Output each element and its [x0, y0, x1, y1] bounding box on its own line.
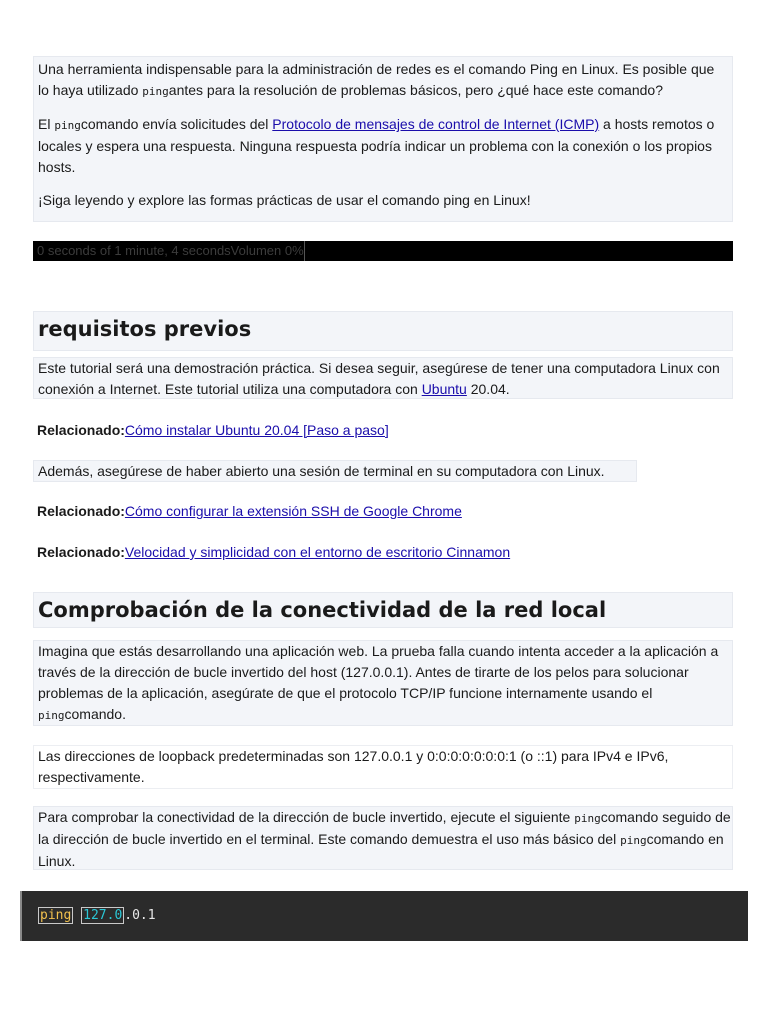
terminal-code-block[interactable]	[20, 891, 748, 941]
prereq-heading: requisitos previos	[33, 311, 733, 351]
related-link-install-ubuntu[interactable]: Cómo instalar Ubuntu 20.04 [Paso a paso]	[124, 422, 389, 438]
icmp-link[interactable]: Protocolo de mensajes de control de Internet (ICMP)	[272, 116, 600, 132]
intro-paragraph-3: ¡Siga leyendo y explore las formas prácticas de usar el comando ping en Linux!	[38, 192, 531, 208]
video-player-bar[interactable]	[33, 241, 733, 261]
prereq-paragraph-2: Además, asegúrese de haber abierto una sesión de terminal en su computadora con Linux.	[33, 460, 637, 482]
command-argument-rest: .0.1	[124, 908, 156, 923]
local-text: comando en Linux.	[38, 831, 724, 869]
code-space	[73, 908, 81, 923]
local-paragraph-2: Las direcciones de loopback predeterminadas son 127.0.0.1 y 0:0:0:0:0:0:0:1 (o ::1) para IPv4 e IPv6, respectivamente.	[33, 745, 733, 789]
local-network-heading: Comprobación de la conectividad de la red local	[33, 592, 733, 628]
intro-text: a hosts remotos o locales y espera una respuesta. Ninguna respuesta podría indicar un problema con la conexión o los propios hosts.	[38, 116, 715, 175]
inline-code-ping: ping	[574, 812, 601, 825]
command-keyword: ping	[40, 908, 72, 923]
intro-paragraph-1	[34, 59, 732, 102]
prereq-text: 20.04.	[466, 381, 510, 397]
related-item-3	[33, 542, 733, 564]
related-label: Relacionado:	[37, 503, 125, 519]
related-label: Relacionado:	[37, 544, 125, 560]
local-text: comando.	[64, 706, 126, 722]
intro-text: comando envía solicitudes del	[80, 116, 273, 132]
ubuntu-link[interactable]: Ubuntu	[421, 381, 467, 397]
intro-text: El	[38, 116, 55, 132]
related-label: Relacionado:	[37, 422, 125, 438]
related-link-cinnamon[interactable]: Velocidad y simplicidad con el entorno de escritorio Cinnamon	[124, 544, 511, 560]
intro-text: Una herramienta indispensable para la administración de redes es el comando Ping en Linux. Es posible que lo haya utilizado	[38, 61, 715, 98]
intro-text-tail: antes para la resolución de problemas básicos, pero ¿qué hace este comando?	[168, 82, 663, 98]
video-status-text: 0 seconds of 1 minute, 4 secondsVolumen 0%	[33, 241, 305, 261]
local-text: comando seguido de la dirección de bucle invertido en el terminal. Este comando demuestra el uso más básico del	[38, 809, 731, 847]
command-argument-highlight: 127.0	[83, 908, 123, 923]
intro-section	[33, 56, 733, 222]
related-item-2	[33, 501, 733, 523]
local-text: Para comprobar la conectividad de la dirección de bucle invertido, ejecute el siguiente	[38, 809, 575, 825]
inline-code-ping: ping	[620, 834, 647, 847]
local-paragraph-3	[33, 806, 733, 870]
inline-code-ping: ping	[54, 119, 81, 132]
local-paragraph-1	[33, 640, 733, 726]
inline-code-ping: ping	[142, 85, 169, 98]
intro-paragraph-2	[34, 114, 732, 178]
inline-code-ping: ping	[38, 709, 65, 722]
local-text: Imagina que estás desarrollando una aplicación web. La prueba falla cuando intenta acceder a la aplicación a través de la dirección de bucle invertido del host (127.0.0.1). Antes de tirarte de los pelos para solucionar problemas de la aplicación, asegúrate de que el protocolo TCP/IP funcione internamente usando el	[38, 643, 719, 701]
prereq-paragraph-1	[33, 357, 733, 399]
related-link-ssh-chrome[interactable]: Cómo configurar la extensión SSH de Google Chrome	[124, 503, 462, 519]
related-item-1	[33, 420, 733, 442]
prereq-text: Este tutorial será una demostración práctica. Si desea seguir, asegúrese de tener una computadora Linux con conexión a Internet. Este tutorial utiliza una computadora con	[38, 360, 720, 397]
